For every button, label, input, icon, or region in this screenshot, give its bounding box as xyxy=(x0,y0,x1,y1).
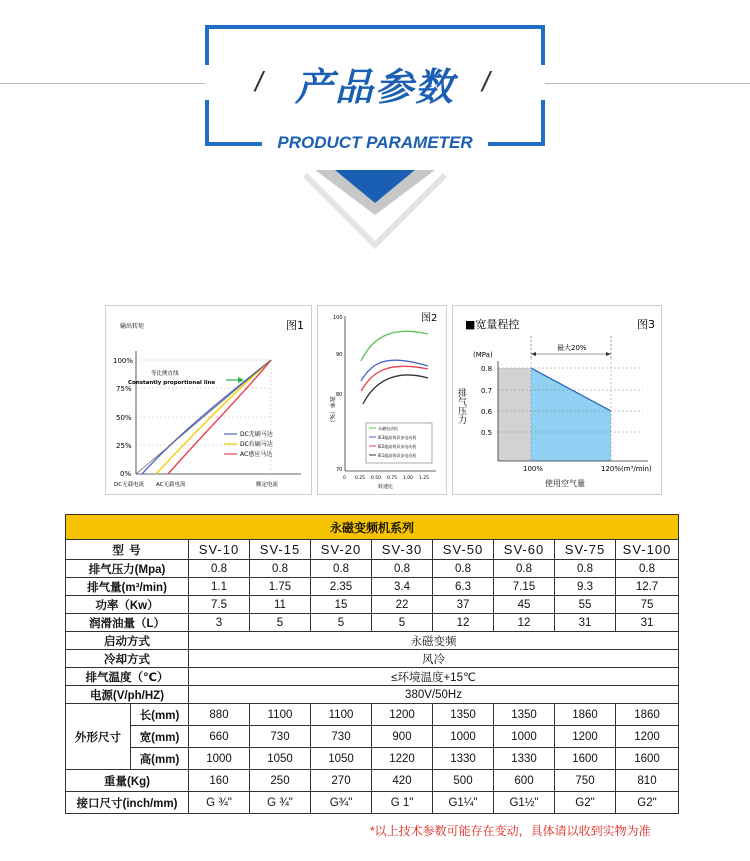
chart3-ylabel: 排气压力 xyxy=(456,388,466,424)
chart-torque-panel xyxy=(105,305,312,495)
table-cell: 1050 xyxy=(311,748,372,770)
dims-label: 外形尺寸 xyxy=(66,704,131,770)
table-cell: 1220 xyxy=(372,748,433,770)
table-row xyxy=(66,686,679,704)
table-cell: 0.8 xyxy=(250,560,311,578)
table-cell: 31 xyxy=(555,614,616,632)
title-slash-left: / xyxy=(255,66,263,97)
table-cell: 15 xyxy=(311,596,372,614)
table-cell: 3.4 xyxy=(372,578,433,596)
table-cell: G ¾" xyxy=(189,792,250,814)
table-cell: 31 xyxy=(616,614,679,632)
model-cell: SV-15 xyxy=(250,540,311,560)
table-cell: 750 xyxy=(555,770,616,792)
table-cell: 0.8 xyxy=(616,560,679,578)
row-label: 电源(V/ph/HZ) xyxy=(66,686,189,704)
table-cell: 730 xyxy=(311,726,372,748)
chart3-xlabel: 使用空气量 xyxy=(545,479,585,488)
table-cell: 1000 xyxy=(494,726,555,748)
table-cell: 1860 xyxy=(616,704,679,726)
shared-value-cell: 永磁变频 xyxy=(189,632,679,650)
chart1-ylabel: 输出转矩 xyxy=(120,323,145,330)
table-cell: 0.8 xyxy=(433,560,494,578)
row-label: 冷却方式 xyxy=(66,650,189,668)
chart-pressure-panel xyxy=(452,305,662,495)
chart2-legend-item: IE3超高效异步电动机 xyxy=(378,435,417,440)
title-slash-right: / xyxy=(482,66,490,97)
table-cell: 3 xyxy=(189,614,250,632)
table-cell: 45 xyxy=(494,596,555,614)
chart2-xtick: 0.25 xyxy=(355,476,366,481)
table-cell: 1330 xyxy=(433,748,494,770)
table-cell: 7.15 xyxy=(494,578,555,596)
table-cell: 880 xyxy=(189,704,250,726)
chart2-ylabel: 效率（%） xyxy=(328,396,335,426)
table-cell: 0.8 xyxy=(189,560,250,578)
table-cell: 0.8 xyxy=(372,560,433,578)
table-row xyxy=(66,578,679,596)
chart1-legend-item: DC有刷马达 xyxy=(240,441,273,448)
chart3-xtick-right: 120%(m³/min) xyxy=(601,465,652,473)
model-cell: SV-50 xyxy=(433,540,494,560)
row-label: 高(mm) xyxy=(131,748,189,770)
table-cell: 250 xyxy=(250,770,311,792)
table-cell: 1.1 xyxy=(189,578,250,596)
table-cell: 11 xyxy=(250,596,311,614)
table-row xyxy=(66,704,679,726)
table-cell: 660 xyxy=(189,726,250,748)
table-cell: 37 xyxy=(433,596,494,614)
chart3-fixed-region xyxy=(498,368,531,461)
table-cell: 5 xyxy=(372,614,433,632)
table-row xyxy=(66,596,679,614)
chart1-legend-item: AC感应马达 xyxy=(240,451,273,458)
table-cell: 0.8 xyxy=(494,560,555,578)
table-cell: 1600 xyxy=(555,748,616,770)
table-row xyxy=(66,560,679,578)
row-label: 接口尺寸(inch/mm) xyxy=(66,792,189,814)
chart1-ytick: 100% xyxy=(113,357,134,365)
chart3-bracket-label: 最大20% xyxy=(557,344,587,352)
table-cell: 730 xyxy=(250,726,311,748)
row-label: 功率（Kw） xyxy=(66,596,189,614)
curve-ie2 xyxy=(361,366,428,391)
spec-table xyxy=(65,514,679,814)
table-cell: 1200 xyxy=(555,726,616,748)
chart3-title: ■宽量程控 xyxy=(465,318,520,331)
chart2-ytick: 70 xyxy=(336,467,343,473)
chevron-down-icon xyxy=(290,165,460,260)
table-cell: 0.8 xyxy=(311,560,372,578)
table-cell: 1000 xyxy=(189,748,250,770)
curve-ie1 xyxy=(363,375,428,404)
table-cell: G ¾" xyxy=(250,792,311,814)
table-cell: 900 xyxy=(372,726,433,748)
chart3-xtick-left: 100% xyxy=(523,465,544,473)
table-cell: 7.5 xyxy=(189,596,250,614)
disclaimer-note: *以上技术参数可能存在变动，具体请以收到实物为准 xyxy=(370,824,651,838)
table-cell: 1000 xyxy=(433,726,494,748)
chart1-tag: 图1 xyxy=(286,319,304,332)
chart1-xlabel: 额定电流 xyxy=(256,482,279,488)
table-row xyxy=(66,614,679,632)
chart1-annotation-en: Constantly proportional line xyxy=(128,380,216,386)
shared-value-cell: 380V/50Hz xyxy=(189,686,679,704)
shared-value-cell: ≤环境温度+15℃ xyxy=(189,668,679,686)
table-cell: 1200 xyxy=(616,726,679,748)
chart2-legend-item: IE2超高效异步电动机 xyxy=(378,444,417,449)
page-subtitle: PRODUCT PARAMETER xyxy=(262,130,488,156)
curve-pm-motor xyxy=(361,331,428,361)
chart2-ytick: 90 xyxy=(336,352,343,358)
model-cell: SV-100 xyxy=(616,540,679,560)
table-row xyxy=(66,650,679,668)
table-cell: G1¼" xyxy=(433,792,494,814)
table-cell: 1350 xyxy=(494,704,555,726)
table-cell: 1200 xyxy=(372,704,433,726)
model-cell: SV-75 xyxy=(555,540,616,560)
table-cell: 55 xyxy=(555,596,616,614)
chart-torque xyxy=(106,306,313,496)
chart1-ytick: 50% xyxy=(116,414,132,422)
table-cell: 9.3 xyxy=(555,578,616,596)
shared-value-cell: 风冷 xyxy=(189,650,679,668)
table-cell: 12 xyxy=(494,614,555,632)
chart2-ytick: 80 xyxy=(336,392,343,398)
table-row xyxy=(66,632,679,650)
chart2-xtick: 0.50 xyxy=(371,476,382,481)
chart1-ytick: 25% xyxy=(116,442,132,450)
table-cell: 5 xyxy=(250,614,311,632)
chart2-xtick: 1.00 xyxy=(403,476,414,481)
chart1-ytick: 75% xyxy=(116,385,132,393)
table-cell: G2" xyxy=(616,792,679,814)
table-cell: 0.8 xyxy=(555,560,616,578)
table-cell: 2.35 xyxy=(311,578,372,596)
table-row xyxy=(66,792,679,814)
row-label: 宽(mm) xyxy=(131,726,189,748)
model-cell: SV-60 xyxy=(494,540,555,560)
table-row xyxy=(66,668,679,686)
chart2-xtick: 0 xyxy=(343,476,346,481)
row-label: 重量(Kg) xyxy=(66,770,189,792)
model-label: 型 号 xyxy=(66,540,189,560)
chart2-tag: 图2 xyxy=(421,313,438,324)
row-label: 长(mm) xyxy=(131,704,189,726)
table-cell: G2" xyxy=(555,792,616,814)
chart1-xlabel: DC无载电流 xyxy=(114,482,145,488)
table-cell: 160 xyxy=(189,770,250,792)
model-cell: SV-10 xyxy=(189,540,250,560)
chart3-variable-region xyxy=(531,368,611,461)
table-cell: 12 xyxy=(433,614,494,632)
chart1-annotation-cn: 等比例直线 xyxy=(151,371,179,377)
table-cell: 1860 xyxy=(555,704,616,726)
row-label: 排气温度（℃） xyxy=(66,668,189,686)
table-cell: G1½" xyxy=(494,792,555,814)
row-label: 排气压力(Mpa) xyxy=(66,560,189,578)
table-row xyxy=(66,770,679,792)
table-cell: 6.3 xyxy=(433,578,494,596)
page-title: 产品参数 xyxy=(294,67,455,109)
chart3-ytick: 0.6 xyxy=(481,408,493,416)
chart3-unit: (MPa) xyxy=(473,351,493,359)
header-line-right xyxy=(545,83,750,84)
chart3-ytick: 0.5 xyxy=(481,429,493,437)
chart2-legend-item: 永磁电动机 xyxy=(378,426,398,431)
table-cell: 1100 xyxy=(311,704,372,726)
table-cell: 500 xyxy=(433,770,494,792)
chart-efficiency xyxy=(318,306,448,496)
row-label: 启动方式 xyxy=(66,632,189,650)
chart2-xtick: 0.75 xyxy=(387,476,398,481)
chart2-xlabel: 转速比 xyxy=(378,484,394,490)
chart3-ytick: 0.8 xyxy=(481,365,493,373)
row-label: 润滑油量（L） xyxy=(66,614,189,632)
table-cell: 270 xyxy=(311,770,372,792)
chart1-ytick: 0% xyxy=(120,470,132,478)
chart2-ytick: 100 xyxy=(333,315,343,321)
chart-efficiency-panel xyxy=(317,305,447,495)
table-row xyxy=(66,726,679,748)
chart3-ytick: 0.7 xyxy=(481,387,493,395)
chart1-xlabel: AC无载电流 xyxy=(156,482,186,488)
chart-pressure xyxy=(453,306,663,496)
model-cell: SV-30 xyxy=(372,540,433,560)
table-cell: 12.7 xyxy=(616,578,679,596)
table-cell: 75 xyxy=(616,596,679,614)
model-cell: SV-20 xyxy=(311,540,372,560)
table-row xyxy=(66,748,679,770)
chart3-tag: 图3 xyxy=(637,318,655,331)
table-cell: 1330 xyxy=(494,748,555,770)
table-cell: 810 xyxy=(616,770,679,792)
chart1-legend-item: DC无刷马达 xyxy=(240,431,273,438)
table-cell: G 1" xyxy=(372,792,433,814)
table-title: 永磁变频机系列 xyxy=(66,515,679,540)
table-cell: 5 xyxy=(311,614,372,632)
table-cell: 1100 xyxy=(250,704,311,726)
table-cell: 600 xyxy=(494,770,555,792)
table-cell: G¾" xyxy=(311,792,372,814)
chart2-legend-item: IE1超高效异步电动机 xyxy=(378,453,417,458)
table-cell: 1050 xyxy=(250,748,311,770)
header-line-left xyxy=(0,83,205,84)
chart2-xtick: 1.25 xyxy=(419,476,430,481)
row-label: 排气量(m³/min) xyxy=(66,578,189,596)
table-cell: 1350 xyxy=(433,704,494,726)
table-cell: 22 xyxy=(372,596,433,614)
table-cell: 1600 xyxy=(616,748,679,770)
table-cell: 420 xyxy=(372,770,433,792)
table-cell: 1.75 xyxy=(250,578,311,596)
